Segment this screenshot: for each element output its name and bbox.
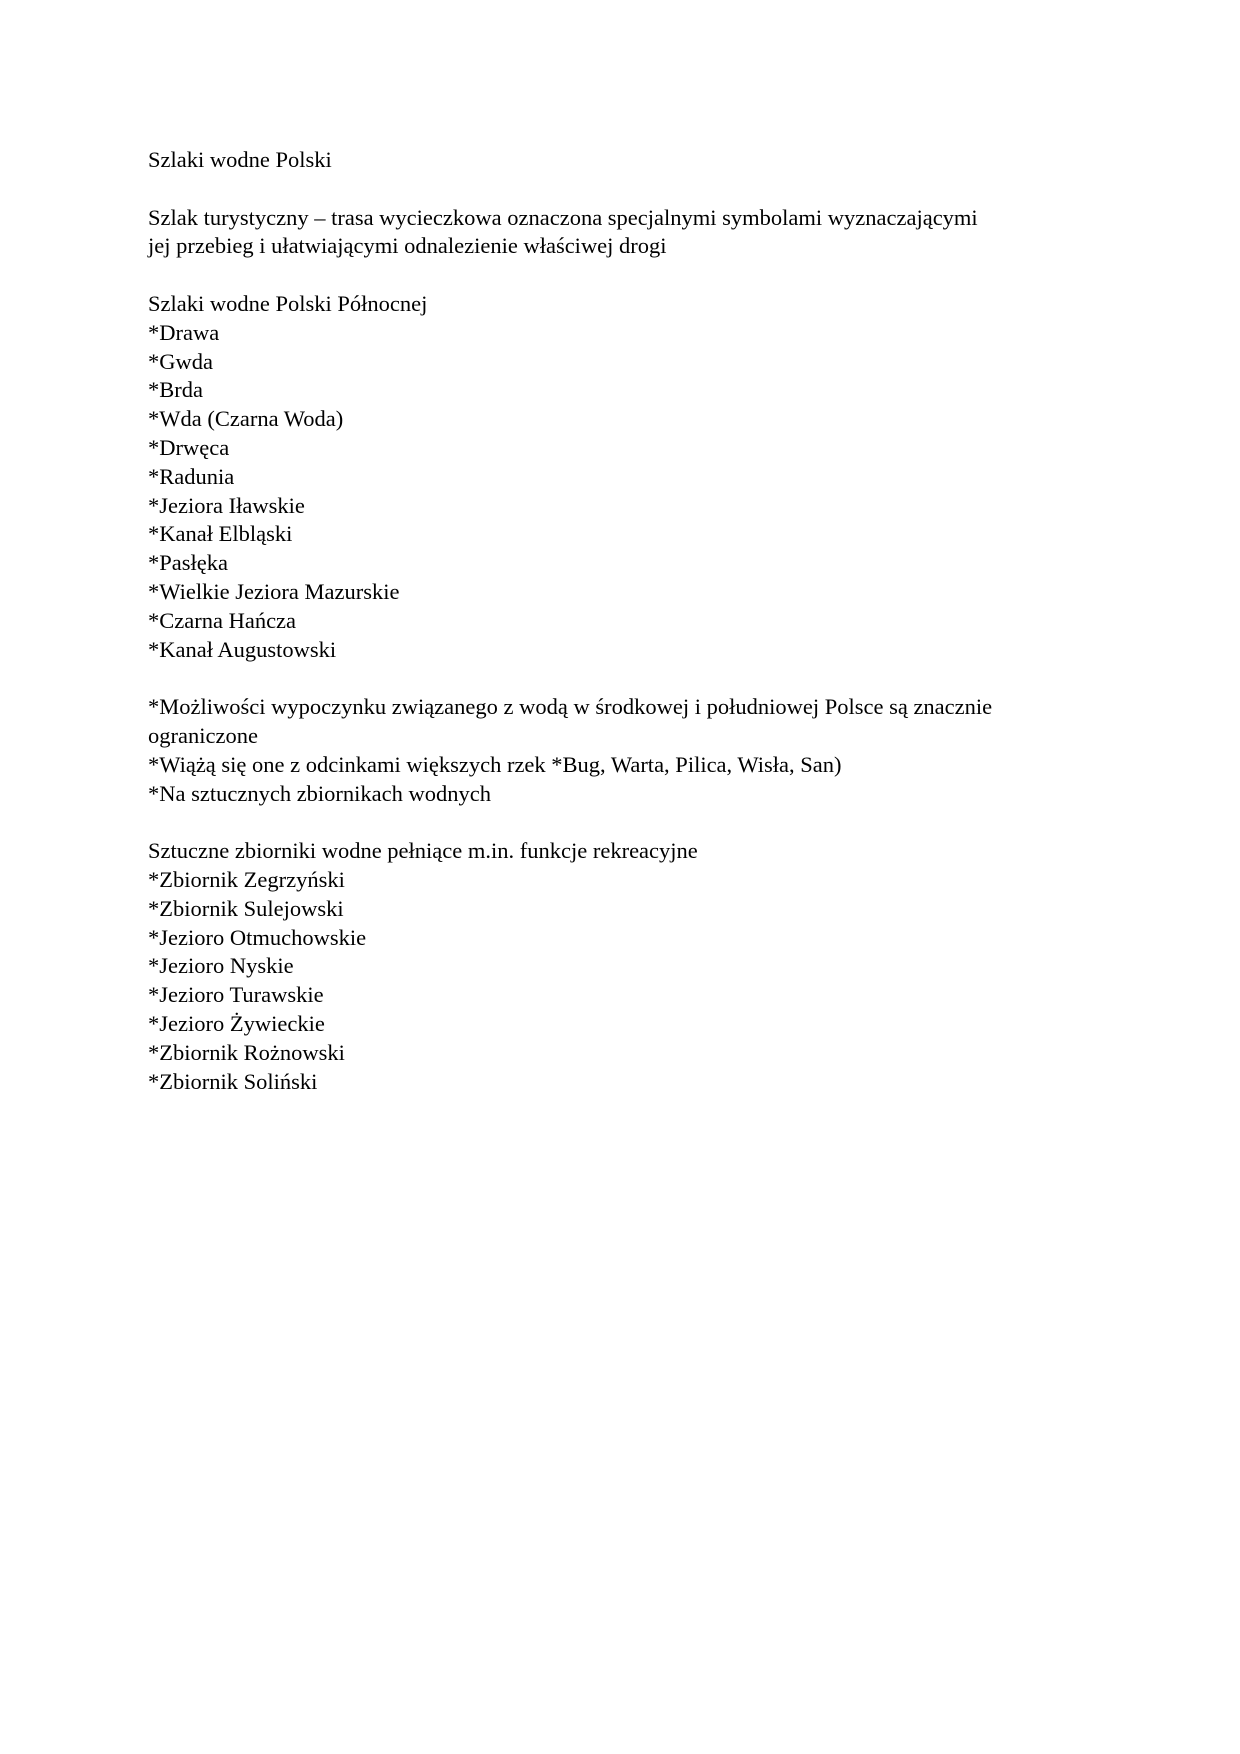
list-item: *Drwęca [148, 434, 230, 460]
list-item: *Czarna Hańcza [148, 607, 297, 633]
paragraph-gap [148, 175, 1108, 204]
definition-line-1: Szlak turystyczny – trasa wycieczkowa oznaczona specjalnymi symbolami wyznaczającymi [148, 204, 978, 230]
list-item: *Zbiornik Zegrzyński [148, 866, 345, 892]
list-item: *Brda [148, 377, 203, 403]
reservoirs-section [148, 837, 1108, 1096]
reservoir-list [148, 866, 1108, 1096]
list-item: *Jezioro Nyskie [148, 953, 294, 979]
document-page [148, 146, 1108, 1096]
definition-paragraph [148, 204, 1108, 262]
paragraph-gap [148, 664, 1108, 693]
list-item: *Jezioro Turawskie [148, 982, 324, 1008]
list-item: *Kanał Elbląski [148, 521, 293, 547]
central-south-section [148, 693, 1108, 808]
list-item: *Pasłęka [148, 550, 228, 576]
list-item: *Jeziora Iławskie [148, 492, 305, 518]
list-item: *Kanał Augustowski [148, 636, 337, 662]
reservoirs-heading: Sztuczne zbiorniki wodne pełniące m.in. funkcje rekreacyjne [148, 838, 698, 864]
central-south-line-2: ograniczone [148, 722, 258, 748]
central-south-line-3: *Wiążą się one z odcinkami większych rzek *Bug, Warta, Pilica, Wisła, San) [148, 751, 842, 777]
list-item: *Wda (Czarna Woda) [148, 406, 344, 432]
list-item: *Zbiornik Soliński [148, 1068, 318, 1094]
list-item: *Gwda [148, 348, 213, 374]
north-section [148, 290, 1108, 664]
central-south-line-1: *Możliwości wypoczynku związanego z wodą w środkowej i południowej Polsce są znacznie [148, 694, 993, 720]
paragraph-gap [148, 808, 1108, 837]
list-item: *Wielkie Jeziora Mazurskie [148, 578, 400, 604]
list-item: *Jezioro Otmuchowskie [148, 924, 367, 950]
list-item: *Zbiornik Sulejowski [148, 895, 344, 921]
central-south-line-4: *Na sztucznych zbiornikach wodnych [148, 780, 492, 806]
list-item: *Jezioro Żywieckie [148, 1010, 325, 1036]
paragraph-gap [148, 261, 1108, 290]
definition-line-2: jej przebieg i ułatwiającymi odnalezienie właściwej drogi [148, 233, 667, 259]
list-item: *Radunia [148, 463, 235, 489]
list-item: *Drawa [148, 319, 220, 345]
north-heading: Szlaki wodne Polski Północnej [148, 290, 428, 316]
north-trail-list [148, 319, 1108, 665]
document-title: Szlaki wodne Polski [148, 147, 332, 172]
list-item: *Zbiornik Rożnowski [148, 1039, 345, 1065]
